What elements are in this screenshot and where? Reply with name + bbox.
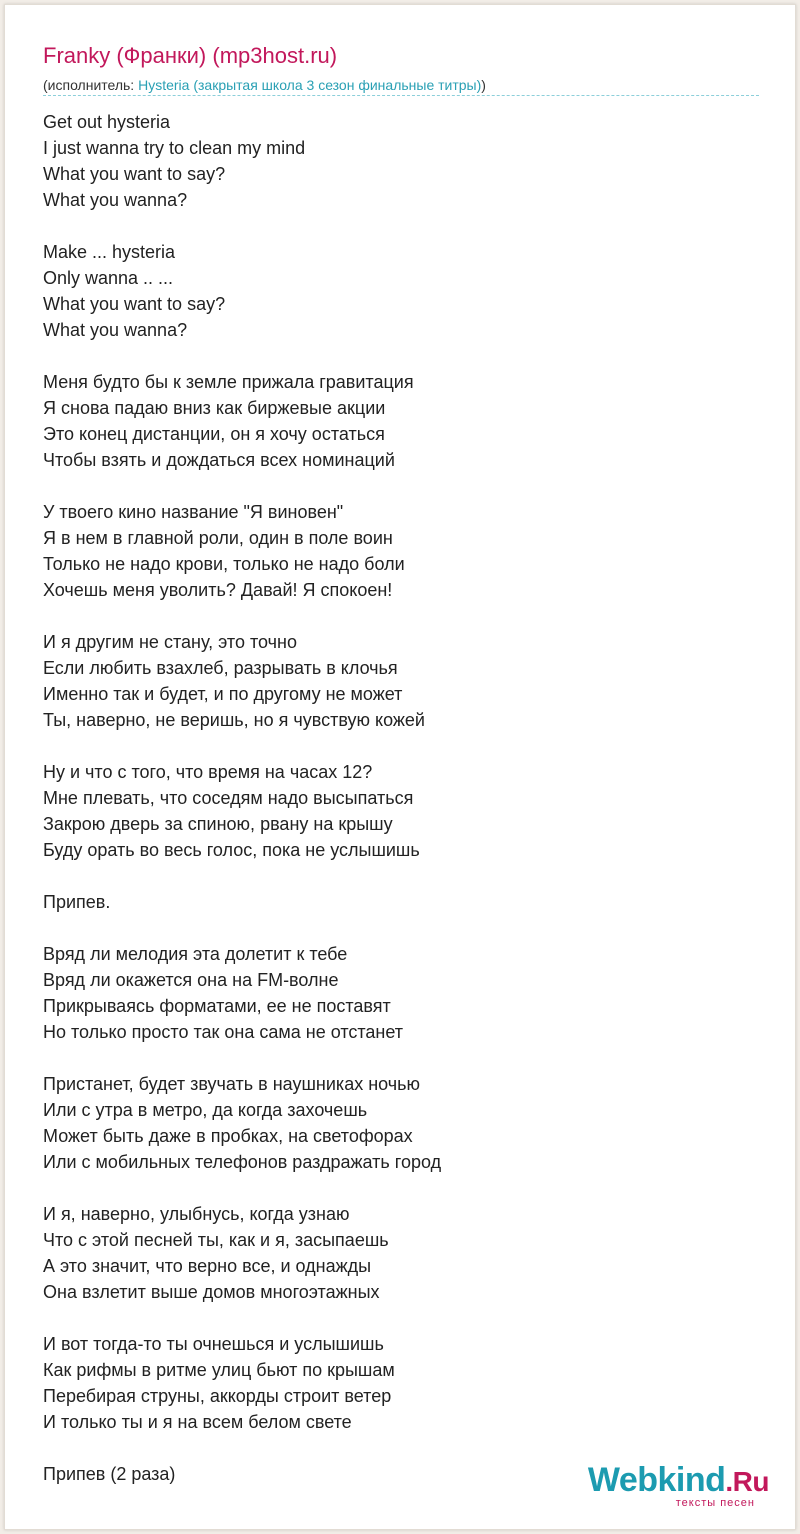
title-divider bbox=[43, 95, 759, 96]
lyric-line: Что с этой песней ты, как и я, засыпаешь bbox=[43, 1230, 389, 1250]
lyric-line: И я, наверно, улыбнусь, когда узнаю bbox=[43, 1204, 350, 1224]
lyric-line: Но только просто так она сама не отстанет bbox=[43, 1022, 404, 1042]
lyric-line: What you wanna? bbox=[43, 190, 188, 210]
lyric-line: What you want to say? bbox=[43, 164, 226, 184]
lyric-line: Вряд ли окажется она на FM-волне bbox=[43, 970, 339, 990]
lyric-line: Меня будто бы к земле прижала гравитация bbox=[43, 372, 414, 392]
lyrics-stanza bbox=[43, 759, 763, 863]
lyrics-stanza bbox=[43, 1201, 763, 1305]
lyric-line: What you wanna? bbox=[43, 320, 188, 340]
lyrics-text bbox=[43, 109, 763, 1513]
logo-tld: .Ru bbox=[725, 1466, 769, 1497]
lyrics-stanza bbox=[43, 889, 763, 915]
lyric-line: И только ты и я на всем белом свете bbox=[43, 1412, 352, 1432]
lyric-line: Именно так и будет, и по другому не может bbox=[43, 684, 403, 704]
lyric-line: Может быть даже в пробках, на светофорах bbox=[43, 1126, 413, 1146]
artist-line bbox=[43, 77, 486, 93]
artist-prefix: (исполнитель: bbox=[43, 77, 139, 93]
lyric-line: Припев. bbox=[43, 892, 111, 912]
lyric-line: Это конец дистанции, он я хочу остаться bbox=[43, 424, 385, 444]
lyric-line: Припев (2 раза) bbox=[43, 1464, 176, 1484]
lyric-line: Я в нем в главной роли, один в поле воин bbox=[43, 528, 393, 548]
lyrics-stanza bbox=[43, 369, 763, 473]
artist-link[interactable]: Hysteria (закрытая школа 3 сезон финальные титры) bbox=[138, 77, 482, 93]
webkind-logo[interactable] bbox=[569, 1461, 769, 1511]
lyric-line: Ты, наверно, не веришь, но я чувствую кожей bbox=[43, 710, 425, 730]
lyric-line: Прикрываясь форматами, ее не поставят bbox=[43, 996, 391, 1016]
lyric-line: Я снова падаю вниз как биржевые акции bbox=[43, 398, 386, 418]
lyric-line: Ну и что с того, что время на часах 12? bbox=[43, 762, 373, 782]
lyric-line: Или с утра в метро, да когда захочешь bbox=[43, 1100, 368, 1120]
lyrics-stanza bbox=[43, 941, 763, 1045]
lyrics-stanza bbox=[43, 109, 763, 213]
lyric-line: Мне плевать, что соседям надо высыпаться bbox=[43, 788, 414, 808]
lyric-line: Закрою дверь за спиною, рвану на крышу bbox=[43, 814, 393, 834]
logo-word: Webkind bbox=[587, 1461, 726, 1499]
lyric-line: Только не надо крови, только не надо боли bbox=[43, 554, 405, 574]
lyric-line: What you want to say? bbox=[43, 294, 226, 314]
lyric-line: Make ... hysteria bbox=[43, 242, 176, 262]
lyric-line: Или с мобильных телефонов раздражать город bbox=[43, 1152, 442, 1172]
lyrics-stanza bbox=[43, 629, 763, 733]
lyric-line: Пристанет, будет звучать в наушниках ночью bbox=[43, 1074, 421, 1094]
lyric-line: И вот тогда-то ты очнешься и услышишь bbox=[43, 1334, 384, 1354]
lyric-line: А это значит, что верно все, и однажды bbox=[43, 1256, 372, 1276]
lyrics-stanza bbox=[43, 1331, 763, 1435]
page-title: Franky (Франки) (mp3host.ru) bbox=[43, 43, 338, 68]
lyrics-card bbox=[4, 4, 796, 1530]
lyric-line: Перебирая струны, аккорды строит ветер bbox=[43, 1386, 392, 1406]
logo-wordmark bbox=[588, 1461, 769, 1500]
lyrics-stanza bbox=[43, 1071, 763, 1175]
lyric-line: Буду орать во весь голос, пока не услышишь bbox=[43, 840, 420, 860]
lyric-line: И я другим не стану, это точно bbox=[43, 632, 297, 652]
lyric-line: Get out hysteria bbox=[43, 112, 171, 132]
lyric-line: Она взлетит выше домов многоэтажных bbox=[43, 1282, 380, 1302]
lyrics-stanza bbox=[43, 239, 763, 343]
logo-subtitle: тексты песен bbox=[675, 1497, 755, 1509]
artist-suffix: ) bbox=[481, 77, 486, 93]
lyric-line: Вряд ли мелодия эта долетит к тебе bbox=[43, 944, 348, 964]
lyric-line: Хочешь меня уволить? Давай! Я спокоен! bbox=[43, 580, 393, 600]
lyric-line: Если любить взахлеб, разрывать в клочья bbox=[43, 658, 398, 678]
lyric-line: I just wanna try to clean my mind bbox=[43, 138, 306, 158]
lyric-line: Only wanna .. ... bbox=[43, 268, 174, 288]
lyric-line: Чтобы взять и дождаться всех номинаций bbox=[43, 450, 395, 470]
lyric-line: Как рифмы в ритме улиц бьют по крышам bbox=[43, 1360, 395, 1380]
lyrics-stanza bbox=[43, 499, 763, 603]
lyric-line: У твоего кино название "Я виновен" bbox=[43, 502, 344, 522]
